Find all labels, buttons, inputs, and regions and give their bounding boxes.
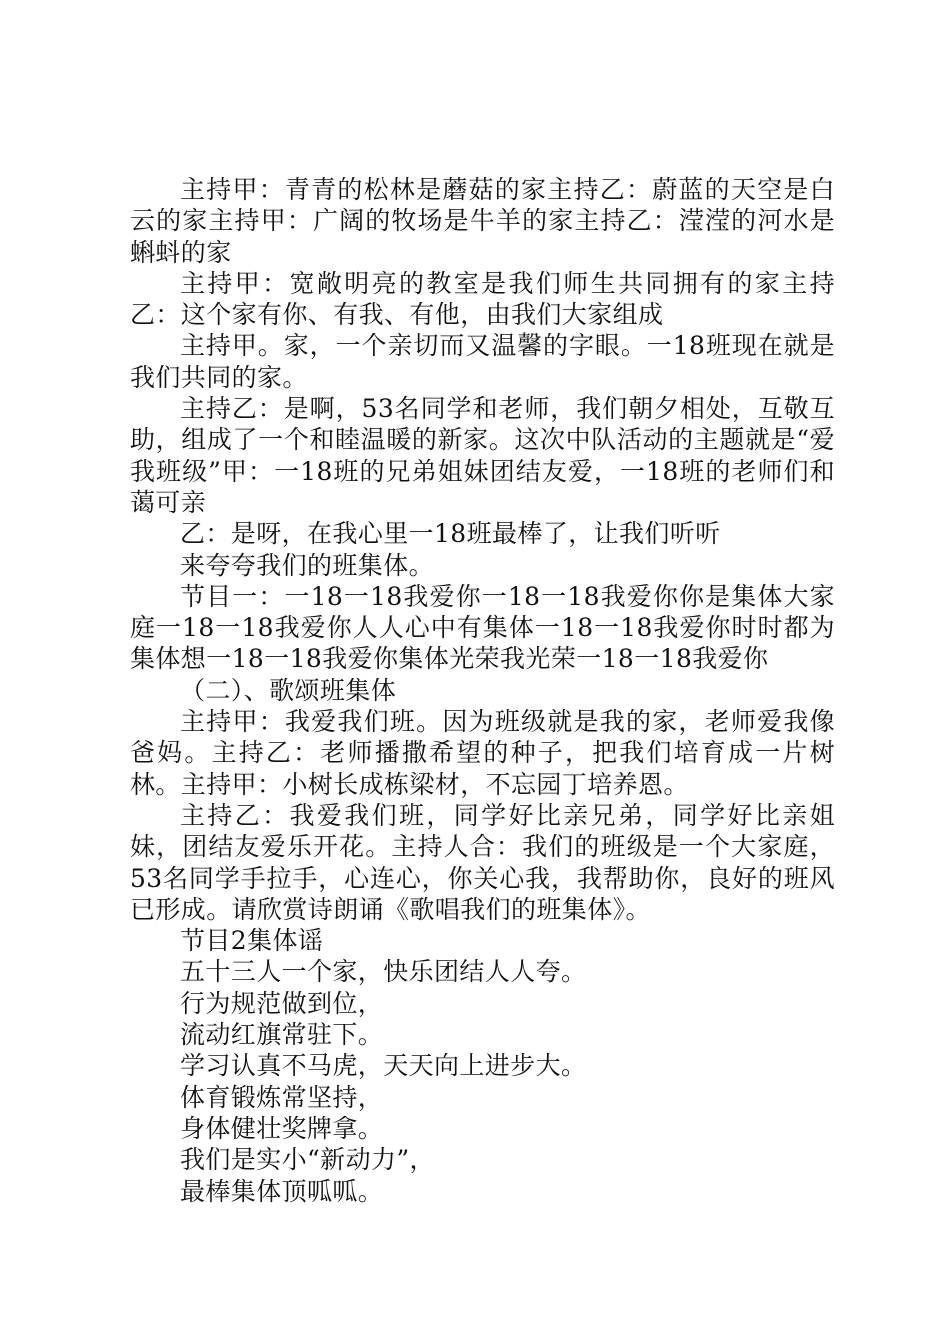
poem-title: 节目2集体谣 <box>180 926 324 956</box>
section-heading: （二）、歌颂班集体 <box>180 675 397 705</box>
document-body <box>130 174 835 1207</box>
paragraph-activity-theme: 主持乙：是啊，53名同学和老师，我们朝夕相处，互敬互助，组成了一个和睦温暖的新家。这次中队活动的主题就是“爱我班级”甲：一18班的兄弟姐妹团结友爱，一18班的老师们和蔼可亲 <box>130 394 835 517</box>
poem-line: 身体健壮奖牌拿。 <box>180 1113 384 1143</box>
paragraph-love-class-1: 主持甲：我爱我们班。因为班级就是我的家，老师爱我像爸妈。主持乙：老师播撒希望的种子，把我们培育成一片树林。主持甲：小树长成栋梁材，不忘园丁培养恩。 <box>130 707 835 799</box>
paragraph-praise-class: 来夸夸我们的班集体。 <box>180 550 435 580</box>
poem-line: 流动红旗常驻下。 <box>180 1020 384 1050</box>
paragraph-hosts-intro: 主持甲：青青的松林是蘑菇的家主持乙：蔚蓝的天空是白云的家主持甲：广阔的牧场是牛羊的家主持乙：滢滢的河水是蝌蚪的家 <box>130 175 835 267</box>
paragraph-program-one: 节目一：一18一18我爱你一18一18我爱你你是集体大家庭一18一18我爱你人人心中有集体一18一18我爱你时时都为集体想一18一18我爱你集体光荣我光荣一18一18我爱你 <box>130 581 835 674</box>
poem-line: 最棒集体顶呱呱。 <box>180 1176 384 1206</box>
poem-line: 五十三人一个家，快乐团结人人夸。 <box>180 957 587 987</box>
paragraph-class-home: 主持甲。家，一个亲切而又温馨的字眼。一18班现在就是我们共同的家。 <box>130 331 835 392</box>
paragraph-love-class-2: 主持乙：我爱我们班，同学好比亲兄弟，同学好比亲姐妹，团结友爱乐开花。主持人合：我们的班级是一个大家庭，53名同学手拉手，心连心，你关心我，我帮助你，良好的班风已形成。请欣赏诗朗诵《歌唱我们的班集体》。 <box>130 800 835 924</box>
poem-line: 我们是实小“新动力”， <box>180 1145 435 1175</box>
poem-line: 体育锻炼常坚持， <box>180 1082 384 1112</box>
poem-line: 学习认真不马虎，天天向上进步大。 <box>180 1051 587 1081</box>
paragraph-classroom-home: 主持甲：宽敞明亮的教室是我们师生共同拥有的家主持乙：这个家有你、有我、有他，由我们大家组成 <box>130 268 835 330</box>
paragraph-best-class: 乙：是呀，在我心里一18班最棒了，让我们听听 <box>180 519 721 549</box>
poem-line: 行为规范做到位， <box>180 988 384 1018</box>
